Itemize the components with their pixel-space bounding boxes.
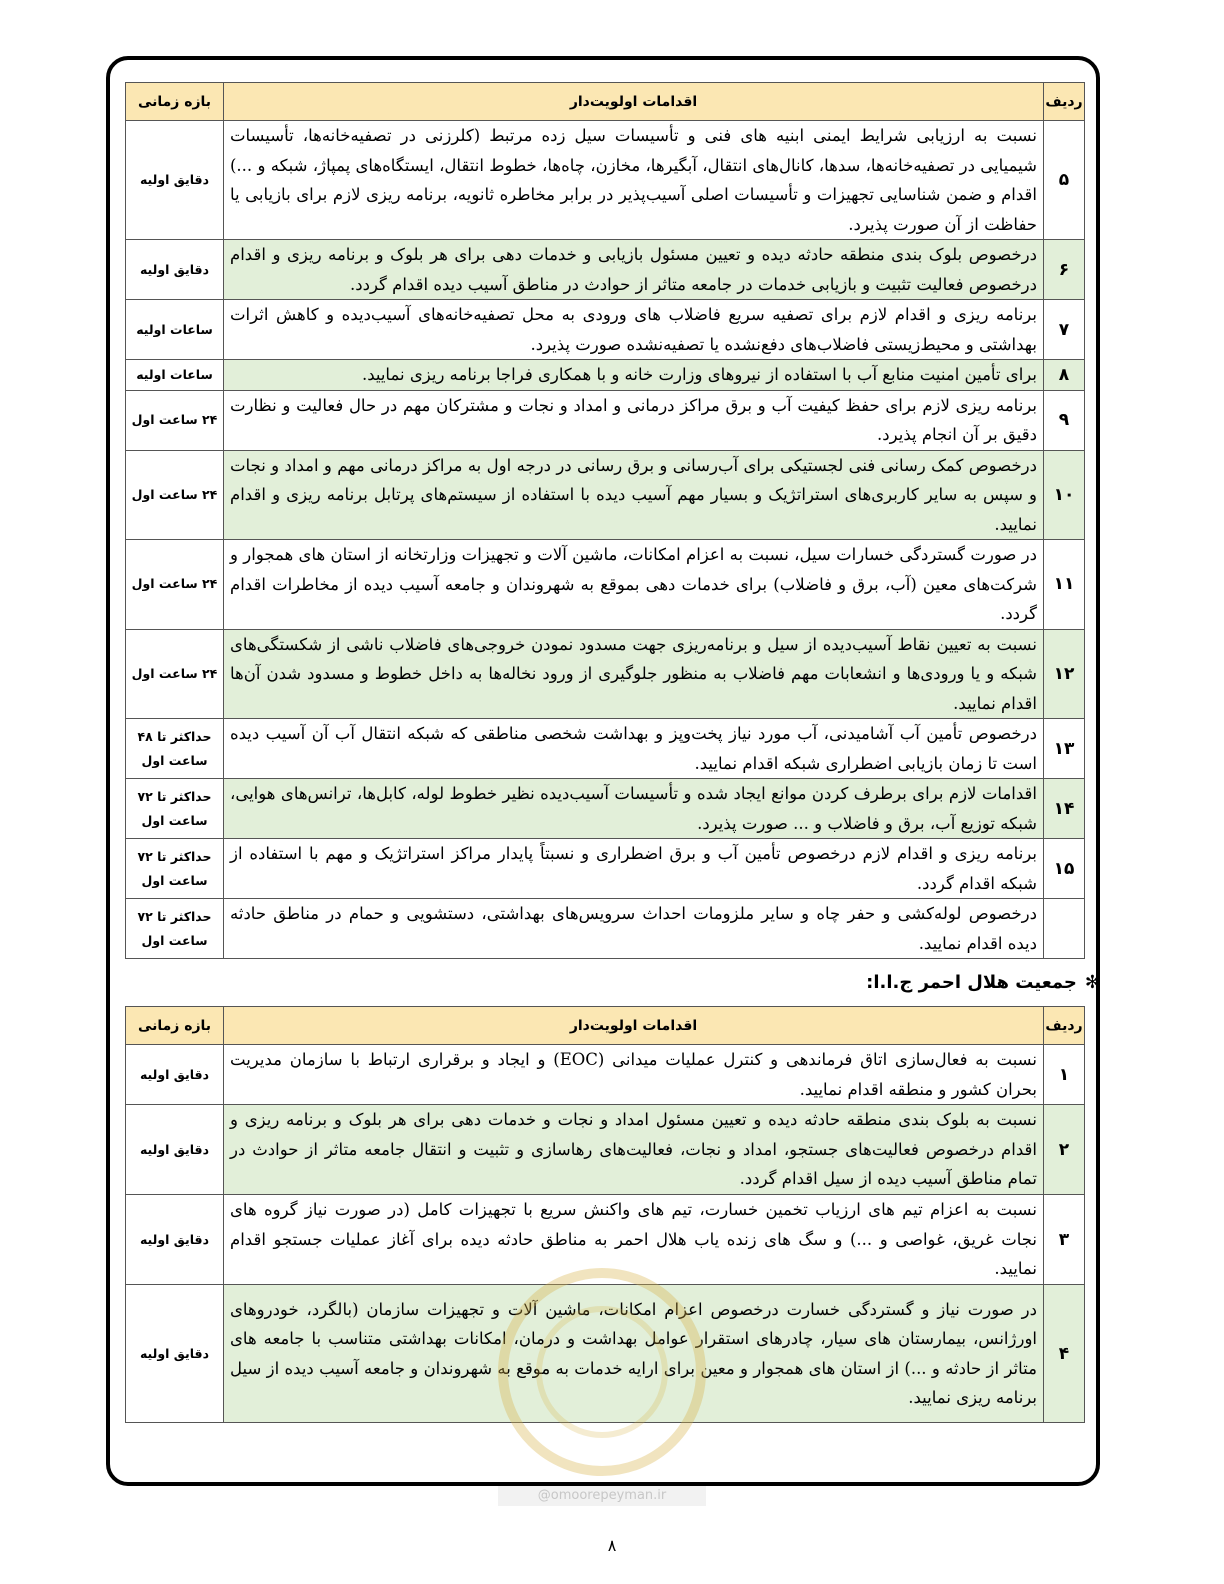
action-text: نسبت به اعزام تیم های ارزیاب تخمین خسارت، تیم های واکنش سریع با تجهیزات کامل (در صورت نیاز گروه های نجات غریق، غواصی و ...) و سگ های زنده یاب هلال احمر به مناطق حادثه دیده برای آغاز عملیات جستجو اقدام نمایید. bbox=[224, 1195, 1044, 1285]
table-row bbox=[126, 779, 1085, 839]
table-row bbox=[126, 629, 1085, 719]
row-number: ۱۱ bbox=[1044, 540, 1085, 630]
time-period: حداکثر تا ۷۲ ساعت اول bbox=[126, 779, 224, 839]
time-period: ۲۴ ساعت اول bbox=[126, 450, 224, 540]
time-period: ساعات اولیه bbox=[126, 360, 224, 391]
row-number bbox=[1044, 899, 1085, 959]
header-time-period: بازه زمانی bbox=[126, 1007, 224, 1045]
table-row bbox=[126, 450, 1085, 540]
table-row bbox=[126, 719, 1085, 779]
header-row-number: ردیف bbox=[1044, 83, 1085, 121]
time-period: دقایق اولیه bbox=[126, 1045, 224, 1105]
row-number: ۵ bbox=[1044, 121, 1085, 240]
action-text: در صورت گستردگی خسارات سیل، نسبت به اعزام امکانات، ماشین آلات و تجهیزات وزارتخانه از استان های همجوار و شرکت‌های معین (آب، برق و فاضلاب) برای خدمات دهی بموقع به شهروندان و جامعه آسیب دیده از مخاطرات اقدام گردد. bbox=[224, 540, 1044, 630]
table-row bbox=[126, 899, 1085, 959]
time-period: دقایق اولیه bbox=[126, 1105, 224, 1195]
action-text: اقدامات لازم برای برطرف کردن موانع ایجاد شده و تأسیسات آسیب‌دیده نظیر خطوط لوله، کابل‌ها، ترانس‌های هوایی، شبکه توزیع آب، برق و فاضلاب و ... صورت پذیرد. bbox=[224, 779, 1044, 839]
header-priority-actions: اقدامات اولویت‌دار bbox=[224, 83, 1044, 121]
table-row bbox=[126, 1045, 1085, 1105]
time-period: ۲۴ ساعت اول bbox=[126, 629, 224, 719]
table-row bbox=[126, 390, 1085, 450]
table-row bbox=[126, 240, 1085, 300]
asterisk-icon: ✻ bbox=[1084, 972, 1100, 993]
table-row bbox=[126, 839, 1085, 899]
table-header-row bbox=[126, 1007, 1085, 1045]
table-row bbox=[126, 300, 1085, 360]
action-text: درخصوص تأمین آب آشامیدنی، آب مورد نیاز پخت‌وپز و بهداشت شخصی مناطقی که شبکه انتقال آب آن آسیب دیده است تا زمان بازیابی اضطراری شبکه اقدام نمایید. bbox=[224, 719, 1044, 779]
time-period: دقایق اولیه bbox=[126, 240, 224, 300]
table-row bbox=[126, 540, 1085, 630]
row-number: ۶ bbox=[1044, 240, 1085, 300]
row-number: ۱۲ bbox=[1044, 629, 1085, 719]
table-row bbox=[126, 1285, 1085, 1423]
time-period: ساعات اولیه bbox=[126, 300, 224, 360]
header-time-period: بازه زمانی bbox=[126, 83, 224, 121]
row-number: ۲ bbox=[1044, 1105, 1085, 1195]
watermark-url: @omoorepeyman.ir bbox=[498, 1486, 706, 1506]
row-number: ۳ bbox=[1044, 1195, 1085, 1285]
priority-actions-table-red-crescent bbox=[125, 1006, 1085, 1423]
row-number: ۱۰ bbox=[1044, 450, 1085, 540]
row-number: ۱ bbox=[1044, 1045, 1085, 1105]
row-number: ۸ bbox=[1044, 360, 1085, 391]
time-period: دقایق اولیه bbox=[126, 1195, 224, 1285]
time-period: ۲۴ ساعت اول bbox=[126, 540, 224, 630]
header-row-number: ردیف bbox=[1044, 1007, 1085, 1045]
time-period: ۲۴ ساعت اول bbox=[126, 390, 224, 450]
table-row bbox=[126, 121, 1085, 240]
table-header-row bbox=[126, 83, 1085, 121]
action-text: درخصوص بلوک بندی منطقه حادثه دیده و تعیین مسئول بازیابی و خدمات دهی برای هر بلوک و برنامه ریزی و اقدام درخصوص فعالیت تثبیت و بازیابی خدمات در جامعه متاثر از حوادث در مناطق آسیب دیده اقدام گردد. bbox=[224, 240, 1044, 300]
action-text: برنامه ریزی لازم برای حفظ کیفیت آب و برق مراکز درمانی و امداد و نجات و مشترکان مهم در حال فعالیت و نظارت دقیق بر آن انجام پذیرد. bbox=[224, 390, 1044, 450]
priority-actions-table-water-energy bbox=[125, 82, 1085, 959]
action-text: نسبت به فعال‌سازی اتاق فرماندهی و کنترل عملیات میدانی (EOC) و ایجاد و برقراری ارتباط با سازمان مدیریت بحران کشور و منطقه اقدام نمایید. bbox=[224, 1045, 1044, 1105]
header-priority-actions: اقدامات اولویت‌دار bbox=[224, 1007, 1044, 1045]
action-text: درخصوص لوله‌کشی و حفر چاه و سایر ملزومات احداث سرویس‌های بهداشتی، دستشویی و حمام در مناطق حادثه دیده اقدام نمایید. bbox=[224, 899, 1044, 959]
table-row bbox=[126, 360, 1085, 391]
section-heading-red-crescent: ✻جمعیت هلال احمر ج.ا.ا: bbox=[866, 972, 1100, 993]
row-number: ۷ bbox=[1044, 300, 1085, 360]
row-number: ۱۴ bbox=[1044, 779, 1085, 839]
time-period: دقایق اولیه bbox=[126, 1285, 224, 1423]
action-text: نسبت به بلوک بندی منطقه حادثه دیده و تعیین مسئول امداد و نجات و خدمات دهی برای هر بلوک و برنامه ریزی و اقدام درخصوص فعالیت‌های جستجو، امداد و نجات، فعالیت‌های رهاسازی و تثبیت و انتقال جامعه متاثر از حوادث در تمام مناطق آسیب دیده از سیل اقدام گردد. bbox=[224, 1105, 1044, 1195]
action-text: برنامه ریزی و اقدام لازم برای تصفیه سریع فاضلاب های ورودی به محل تصفیه‌خانه‌های آسیب‌دیده و کاهش اثرات بهداشتی و محیط‌زیستی فاضلاب‌های دفع‌نشده یا تصفیه‌نشده صورت پذیرد. bbox=[224, 300, 1044, 360]
action-text: برای تأمین امنیت منابع آب با استفاده از نیروهای وزارت خانه و با همکاری فراجا برنامه ریزی نمایید. bbox=[224, 360, 1044, 391]
action-text: در صورت نیاز و گستردگی خسارت درخصوص اعزام امکانات، ماشین آلات و تجهیزات سازمان (بالگرد، خودروهای اورژانس، بیمارستان های سیار، چادرهای استقرار عوامل بهداشت و درمان، امکانات بهداشتی متناسب با جامعه های متاثر از حادثه و ...) از استان های همجوار و معین برای ارایه خدمات به موقع به شهروندان و جامعه آسیب دیده از سیل برنامه ریزی نمایید. bbox=[224, 1285, 1044, 1423]
time-period: حداکثر تا ۴۸ ساعت اول bbox=[126, 719, 224, 779]
row-number: ۱۵ bbox=[1044, 839, 1085, 899]
action-text: درخصوص کمک رسانی فنی لجستیکی برای آب‌رسانی و برق رسانی در درجه اول به مراکز درمانی مهم و امداد و نجات و سپس به سایر کاربری‌های استراتژیک و بسیار مهم آسیب دیده با استفاده از سیستم‌های پرتابل برنامه ریزی و اقدام نمایید. bbox=[224, 450, 1044, 540]
row-number: ۹ bbox=[1044, 390, 1085, 450]
time-period: حداکثر تا ۷۲ ساعت اول bbox=[126, 899, 224, 959]
action-text: برنامه ریزی و اقدام لازم درخصوص تأمین آب و برق اضطراری و نسبتاً پایدار مراکز استراتژیک و مهم با استفاده از شبکه اقدام گردد. bbox=[224, 839, 1044, 899]
action-text: نسبت به ارزیابی شرایط ایمنی ابنیه های فنی و تأسیسات سیل زده مرتبط (کلرزنی در تصفیه‌خانه‌ها، تأسیسات شیمیایی در تصفیه‌خانه‌ها، سدها، کانال‌های انتقال، آبگیرها، مخازن، چاه‌ها، خطوط انتقال، ایستگاه‌های پمپاژ، شبکه و ...) اقدام و ضمن شناسایی تجهیزات و تأسیسات اصلی آسیب‌پذیر در برابر مخاطره ثانویه، برنامه ریزی لازم برای بازیابی یا حفاظت از آن صورت پذیرد. bbox=[224, 121, 1044, 240]
page-number: ۸ bbox=[607, 1536, 617, 1555]
time-period: حداکثر تا ۷۲ ساعت اول bbox=[126, 839, 224, 899]
table-row bbox=[126, 1195, 1085, 1285]
row-number: ۴ bbox=[1044, 1285, 1085, 1423]
row-number: ۱۳ bbox=[1044, 719, 1085, 779]
time-period: دقایق اولیه bbox=[126, 121, 224, 240]
action-text: نسبت به تعیین نقاط آسیب‌دیده از سیل و برنامه‌ریزی جهت مسدود نمودن خروجی‌های فاضلاب ناشی از شکستگی‌های شبکه و یا ورودی‌ها و انشعابات مهم فاضلاب به منظور جلوگیری از ورود نخاله‌ها به داخل خطوط و مسدود شدن آن‌ها اقدام نمایید. bbox=[224, 629, 1044, 719]
table-row bbox=[126, 1105, 1085, 1195]
